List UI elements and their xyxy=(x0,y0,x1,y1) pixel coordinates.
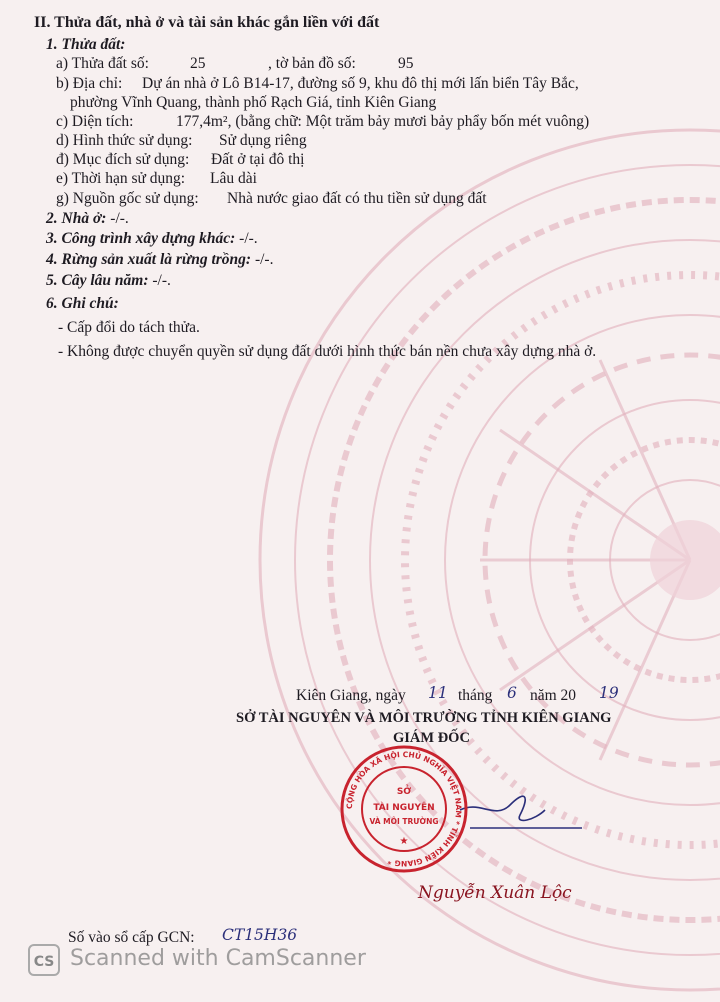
usage-form-label: d) Hình thức sử dụng: xyxy=(56,132,193,149)
address-line-1: Dự án nhà ở Lô B14-17, đường số 9, khu đô thị mới lấn biển Tây Bắc, xyxy=(142,75,579,92)
note-item-2: - Không được chuyển quyền sử dụng đất dưới hình thức bán nền chưa xây dựng nhà ở. xyxy=(58,343,597,360)
date-day: 11 xyxy=(428,684,448,702)
department-name: SỞ TÀI NGUYÊN VÀ MÔI TRƯỜNG TỈNH KIÊN GIANG xyxy=(236,710,612,726)
perennial-value: -/-. xyxy=(152,272,171,289)
seal-line-3: VÀ MÔI TRƯỜNG xyxy=(369,817,439,826)
area-value: 177,4m², (bằng chữ: Một trăm bảy mươi bảy phẩy bốn mét vuông) xyxy=(176,113,590,130)
house-row xyxy=(46,209,129,228)
registry-number: CT15H36 xyxy=(222,926,298,944)
date-month: 6 xyxy=(507,684,517,702)
house-value: -/-. xyxy=(110,210,129,227)
other-construction-heading: 3. Công trình xây dựng khác: xyxy=(46,230,236,247)
registry-label: Số vào sổ cấp GCN: xyxy=(68,929,195,946)
camscanner-logo-icon: CS xyxy=(28,944,60,976)
area-label: c) Diện tích: xyxy=(56,113,134,130)
forest-value: -/-. xyxy=(254,251,274,268)
seal-line-1: SỞ xyxy=(396,787,412,797)
signer-name: Nguyễn Xuân Lộc xyxy=(418,883,572,903)
seal-ring-text: CỘNG HÒA XÃ HỘI CHỦ NGHĨA VIỆT NAM * TỈNH KIÊN GIANG * xyxy=(344,749,464,869)
date-year-label: năm 20 xyxy=(530,687,577,704)
purpose-value: Đất ở tại đô thị xyxy=(211,151,305,168)
purpose-label: đ) Mục đích sử dụng: xyxy=(56,151,190,168)
signer-title: GIÁM ĐỐC xyxy=(393,730,470,746)
date-place: Kiên Giang, ngày xyxy=(296,687,406,704)
term-value: Lâu dài xyxy=(210,170,257,187)
map-number: 95 xyxy=(398,55,414,72)
other-construction-row xyxy=(46,229,258,248)
term-label: e) Thời hạn sử dụng: xyxy=(56,170,186,187)
camscanner-watermark: Scanned with CamScanner xyxy=(70,946,366,971)
official-seal xyxy=(334,744,474,874)
notes-heading: 6. Ghi chú: xyxy=(46,295,119,312)
seal-star: ★ xyxy=(399,836,409,847)
address-line-2: phường Vĩnh Quang, thành phố Rạch Giá, tỉnh Kiên Giang xyxy=(70,94,437,111)
parcel-row xyxy=(56,54,149,73)
forest-row xyxy=(46,250,273,269)
forest-heading: 4. Rừng sản xuất là rừng trồng: xyxy=(46,251,252,268)
address-label: b) Địa chỉ: xyxy=(56,75,123,92)
other-construction-value: -/-. xyxy=(239,230,258,247)
land-heading: 1. Thửa đất: xyxy=(46,36,126,53)
origin-value: Nhà nước giao đất có thu tiền sử dụng đất xyxy=(227,190,487,207)
perennial-heading: 5. Cây lâu năm: xyxy=(46,272,149,289)
parcel-label: a) Thửa đất số: xyxy=(56,55,149,72)
origin-label: g) Nguồn gốc sử dụng: xyxy=(56,190,199,207)
date-month-label: tháng xyxy=(458,687,493,704)
parcel-number: 25 xyxy=(190,55,206,72)
section-title: II. Thửa đất, nhà ở và tài sản khác gắn liền với đất xyxy=(34,14,380,31)
date-year-suffix: 19 xyxy=(599,684,619,702)
usage-form-value: Sử dụng riêng xyxy=(219,132,307,149)
perennial-row xyxy=(46,271,171,290)
seal-line-2: TÀI NGUYÊN xyxy=(373,803,435,813)
house-heading: 2. Nhà ở: xyxy=(46,210,107,227)
map-label: , tờ bản đồ số: xyxy=(268,55,356,72)
note-item-1: - Cấp đổi do tách thửa. xyxy=(58,319,200,336)
